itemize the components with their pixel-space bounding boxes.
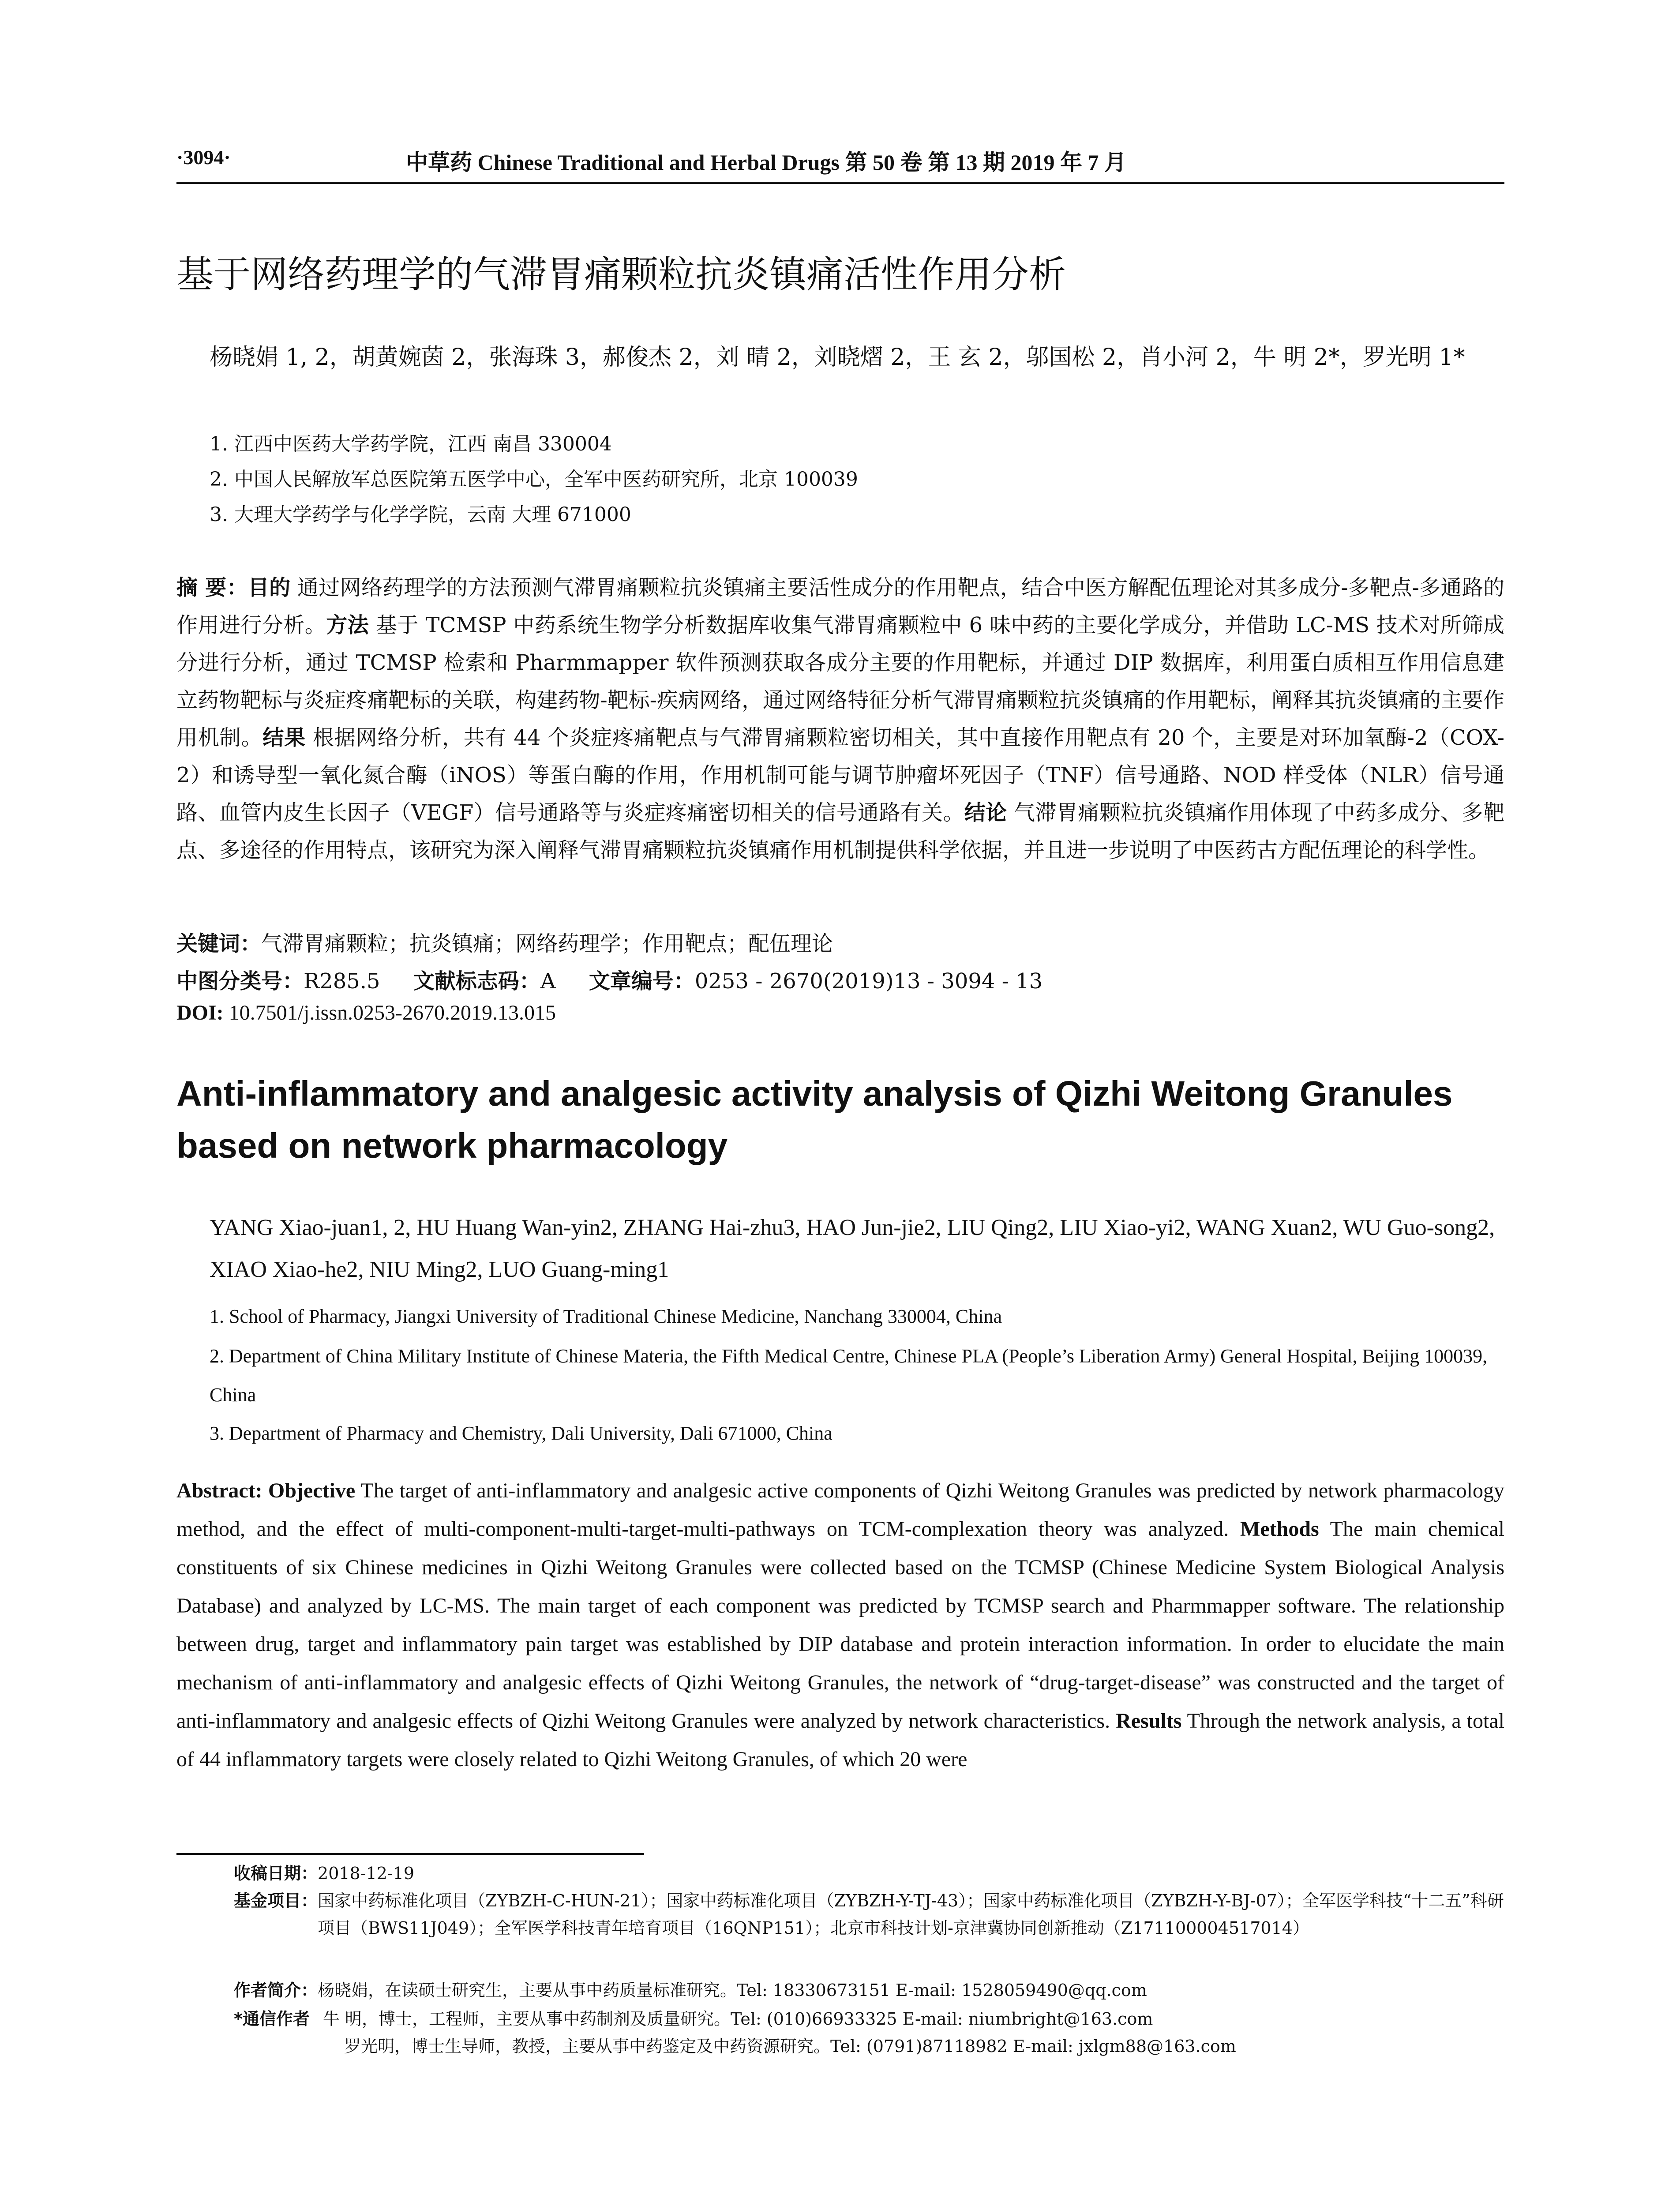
- corresponding-label: *通信作者: [234, 2009, 310, 2029]
- conclusion-text: 气滞胃痛颗粒抗炎镇痛作用体现了中药多成分、多靶点、多途径的作用特点，该研究为深入阐释气滞胃痛颗粒抗炎镇痛作用机制提供科学依据，并且进一步说明了中医药古方配伍理论的科学性。: [176, 800, 1504, 863]
- corresponding-2: 罗光明，博士生导师，教授，主要从事中药鉴定及中药资源研究。Tel: (0791)87118982 E-mail: jxlgm88@163.com: [344, 2037, 1236, 2056]
- english-affiliation-3: 3. Department of Pharmacy and Chemistry, Dali University, Dali 671000, China: [210, 1422, 832, 1444]
- doc-code-label: 文献标志码：: [413, 969, 540, 994]
- doi-value: 10.7501/j.issn.0253-2670.2019.13.015: [229, 1001, 556, 1024]
- english-affiliation-1: 1. School of Pharmacy, Jiangxi University of Traditional Chinese Medicine, Nanchang 330004, China: [210, 1306, 1002, 1327]
- english-title: Anti-inflammatory and analgesic activity analysis of Qizhi Weitong Granules based on network pharmacology: [176, 1074, 1453, 1165]
- chinese-affiliation-2: 2. 中国人民解放军总医院第五医学中心，全军中医药研究所，北京 100039: [210, 468, 858, 491]
- results-text: 根据网络分析，共有 44 个炎症疼痛靶点与气滞胃痛颗粒密切相关，其中直接作用靶点有 20 个，主要是对环加氧酶-2（COX-2）和诱导型一氧化氮合酶（iNOS）等蛋白酶的作用，作用机制可能与调节肿瘤坏死因子（TNF）信号通路、NOD 样受体（NLR）信号通路、血管内皮生长因子（VEGF）信号通路等与炎症疼痛密切相关的信号通路有关。: [176, 725, 1504, 825]
- en-methods-label: Methods: [1240, 1517, 1319, 1541]
- keywords-label: 关键词：: [176, 931, 262, 956]
- keywords-line: [176, 927, 833, 957]
- keywords-text: 气滞胃痛颗粒；抗炎镇痛；网络药理学；作用靶点；配伍理论: [261, 931, 833, 956]
- english-affiliation-2: 2. Department of China Military Institute of Chinese Materia, the Fifth Medical Centre, Chinese PLA (People’s Liberation Army) General Hospital, Beijing 100039, China: [210, 1345, 1488, 1406]
- methods-text: 基于 TCMSP 中药系统生物学分析数据库收集气滞胃痛颗粒中 6 味中药的主要化学成分，并借助 LC-MS 技术对所筛成分进行分析，通过 TCMSP 检索和 Pharmmapper 软件预测获取各成分主要的作用靶标，并通过 DIP 数据库，利用蛋白质相互作用信息建立药物靶标与炎症疼痛靶标的关联，构建药物-靶标-疾病网络，通过网络特征分析气滞胃痛颗粒抗炎镇痛的作用靶标，阐释其抗炎镇痛的主要作用机制。: [176, 613, 1504, 750]
- en-methods-text: The main chemical constituents of six Chinese medicines in Qizhi Weitong Granules were collected based on the TCMSP (Chinese Medicine System Biological Analysis Database) and analyzed by LC-MS. The main target of each component was predicted by TCMSP search and Pharmmapper software. The relationship between drug, target and inflammatory pain target was established by DIP database and protein interaction information. In order to elucidate the main mechanism of anti-inflammatory and analgesic effects of Qizhi Weitong Granules, the network of “drug-target-disease” was constructed and the target of anti-inflammatory and analgesic effects of Qizhi Weitong Granules were analyzed by network characteristics.: [176, 1517, 1505, 1733]
- english-abstract: [176, 1471, 1504, 1778]
- chinese-affiliation-3: 3. 大理大学药学与化学学院，云南 大理 671000: [210, 503, 631, 526]
- results-label: 结果: [262, 725, 306, 750]
- classification-line: [176, 964, 1042, 994]
- en-results-text: Through the network analysis, a total of 44 inflammatory targets were closely related to Qizhi Weitong Granules, of which 20 were: [176, 1709, 1504, 1771]
- received-date: [234, 1860, 1504, 1887]
- chinese-abstract: [176, 569, 1504, 869]
- article-no-label: 文章编号：: [589, 969, 695, 994]
- corresponding-1: 牛 明，博士，工程师，主要从事中药制剂及质量研究。Tel: (010)66933325 E-mail: niumbright@163.com: [322, 2009, 1153, 2029]
- doi-line: [176, 1001, 556, 1025]
- footnote-rule: [176, 1853, 644, 1855]
- chinese-affiliation-1: 1. 江西中医药大学药学院，江西 南昌 330004: [210, 433, 612, 455]
- objective-label: 目的: [248, 575, 291, 600]
- chinese-title: 基于网络药理学的气滞胃痛颗粒抗炎镇痛活性作用分析: [176, 253, 1066, 296]
- objective-text: 通过网络药理学的方法预测气滞胃痛颗粒抗炎镇痛主要活性成分的作用靶点，结合中医方解配伍理论对其多成分-多靶点-多通路的作用进行分析。: [176, 575, 1504, 638]
- methods-label: 方法: [326, 613, 369, 638]
- conclusion-label: 结论: [964, 800, 1007, 825]
- author-info: [234, 1977, 1504, 2004]
- en-objective-text: The target of anti-inflammatory and analgesic active components of Qizhi Weitong Granules was predicted by network pharmacology method, and the effect of multi-component-multi-target-multi-pathways on TCM-complexation theory was analyzed.: [176, 1479, 1505, 1541]
- fund-label: 基金项目：: [234, 1891, 318, 1910]
- fund-value: 国家中药标准化项目（ZYBZH-C-HUN-21）；国家中药标准化项目（ZYBZH-Y-TJ-43）；国家中药标准化项目（ZYBZH-Y-BJ-07）；全军医学科技“十二五”科研项目（BWS11J049）；全军医学科技青年培育项目（16QNP151）；北京市科技计划-京津冀协同创新推动（Z171100004517014）: [318, 1891, 1504, 1938]
- fund-info: [234, 1887, 1504, 1942]
- article-no-value: 0253 - 2670(2019)13 - 3094 - 13: [694, 969, 1043, 994]
- abstract-label: 摘 要：: [176, 575, 248, 600]
- clc-label: 中图分类号：: [176, 969, 304, 994]
- doc-code-value: A: [540, 969, 556, 994]
- author-info-label: 作者简介：: [234, 1981, 318, 2000]
- english-authors: YANG Xiao-juan1, 2, HU Huang Wan-yin2, ZHANG Hai-zhu3, HAO Jun-jie2, LIU Qing2, LIU Xiao-yi2, WANG Xuan2, WU Guo-song2, XIAO Xiao-he2, NIU Ming2, LUO Guang-ming1: [210, 1215, 1495, 1282]
- journal-header: 中草药 Chinese Traditional and Herbal Drugs 第 50 卷 第 13 期 2019 年 7 月: [406, 150, 1126, 175]
- received-value: 2018-12-19: [318, 1864, 415, 1883]
- chinese-authors: 杨晓娟 1, 2，胡黄婉茵 2，张海珠 3，郝俊杰 2，刘 晴 2，刘晓熠 2，王 玄 2，邬国松 2，肖小河 2，牛 明 2*，罗光明 1*: [210, 344, 1465, 371]
- page-number: ·3094·: [176, 146, 231, 169]
- received-label: 收稿日期：: [234, 1864, 318, 1883]
- en-objective-label: Objective: [268, 1479, 356, 1502]
- clc-value: R285.5: [304, 969, 380, 994]
- header-rule: [176, 182, 1504, 184]
- author-info-value: 杨晓娟，在读硕士研究生，主要从事中药质量标准研究。Tel: 18330673151 E-mail: 1528059490@qq.com: [318, 1981, 1147, 2000]
- en-abstract-label: Abstract:: [176, 1479, 262, 1502]
- en-results-label: Results: [1116, 1709, 1182, 1733]
- doi-label: DOI:: [176, 1001, 224, 1024]
- corresponding-author: [234, 2005, 1504, 2060]
